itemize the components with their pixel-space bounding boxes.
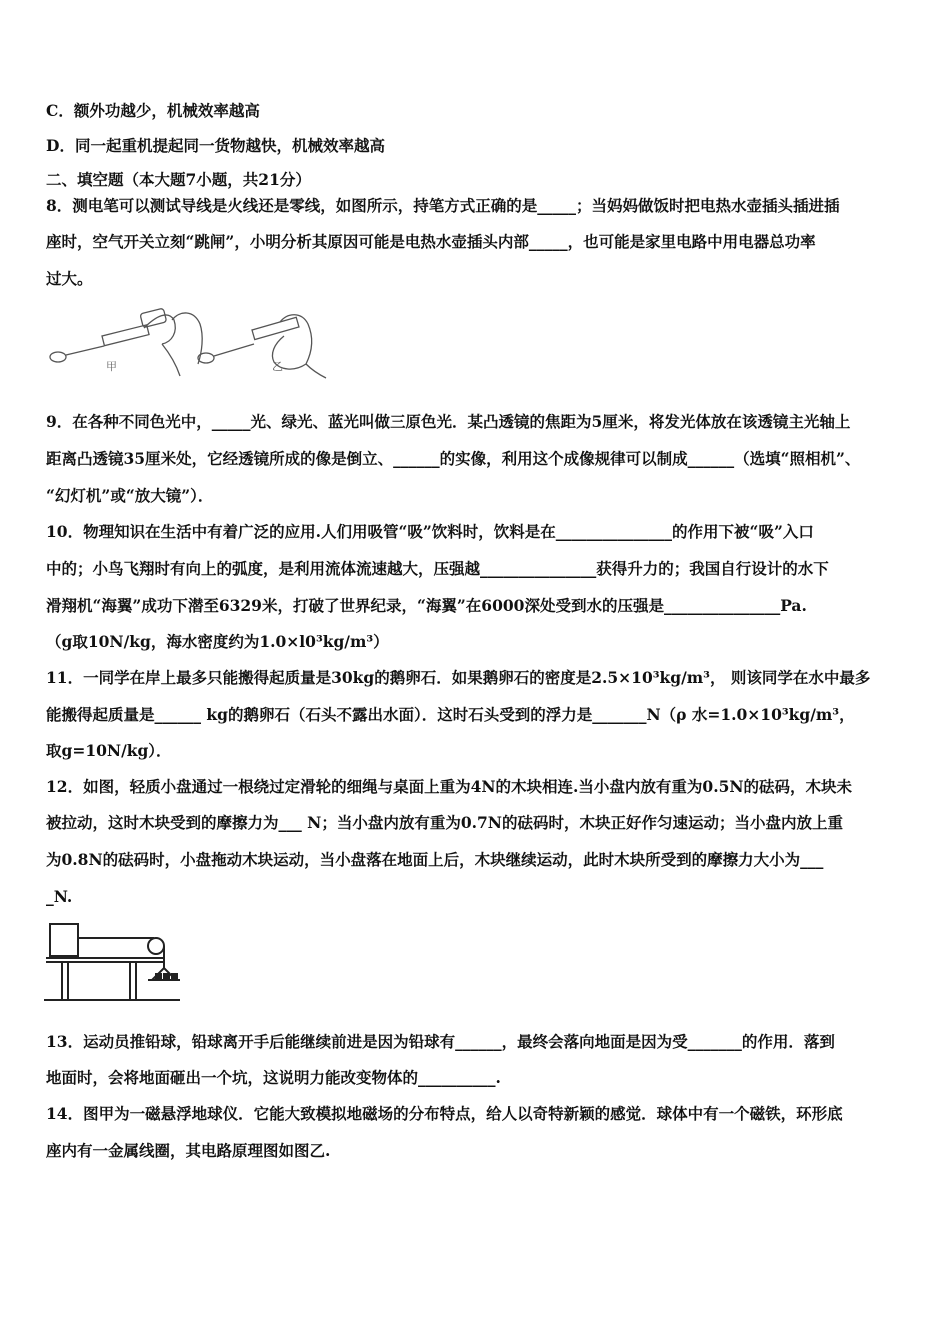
q13-line-1: 13．运动员推铅球，铅球离开手后能继续前进是因为铅球有______，最终会落向地面是因为受_______的作用．落到 xyxy=(46,1032,835,1051)
q12-line-3: 为0.8N的砝码时，小盘拖动木块运动，当小盘落在地面上后，木块继续运动，此时木块所受到的摩擦力大小为___ xyxy=(46,850,824,869)
line-option-c: C．额外功越少，机械效率越高 xyxy=(46,101,260,120)
line-option-d: D．同一起重机提起同一货物越快，机械效率越高 xyxy=(46,136,385,155)
q8-line-2: 座时，空气开关立刻“跳闸”，小明分析其原因可能是电热水壶插头内部_____，也可能是家里电路中用电器总功率 xyxy=(46,232,816,251)
test-pen-figure xyxy=(44,302,334,382)
q11-line-2: 能搬得起质量是______ kg的鹅卵石（石头不露出水面）．这时石头受到的浮力是_______N（ρ 水=1.0×10³kg/m³， xyxy=(46,705,855,724)
q13-line-2: 地面时，会将地面砸出一个坑，这说明力能改变物体的__________. xyxy=(46,1068,501,1087)
pen-left-label: 甲 xyxy=(106,360,117,373)
q8-line-3: 过大。 xyxy=(46,269,93,288)
q9-line-1: 9．在各种不同色光中，_____光、绿光、蓝光叫做三原色光．某凸透镜的焦距为5厘米，将发光体放在该透镜主光轴上 xyxy=(46,412,851,431)
q14-line-2: 座内有一金属线圈，其电路原理图如图乙. xyxy=(46,1141,331,1160)
q10-line-2: 中的；小鸟飞翔时有向上的弧度，是利用流体流速越大，压强越_______________获得升力的；我国自行设计的水下 xyxy=(46,559,829,578)
q11-line-3: 取g=10N/kg）． xyxy=(46,741,172,760)
pulley-table-figure xyxy=(44,918,184,1006)
q14-line-1: 14．图甲为一磁悬浮地球仪．它能大致模拟地磁场的分布特点，给人以奇特新颖的感觉．球体中有一个磁铁，环形底 xyxy=(46,1104,843,1123)
q12-line-4: _N. xyxy=(46,887,73,906)
q10-line-4: （g取10N/kg，海水密度约为1.0×l0³kg/m³） xyxy=(46,632,389,651)
q10-line-3: 滑翔机“海翼”成功下潜至6329米，打破了世界纪录，“海翼”在6000深处受到水的压强是_______________Pa. xyxy=(46,596,807,615)
section-heading: 二、填空题（本大题7小题，共21分） xyxy=(46,170,311,189)
q8-line-1: 8．测电笔可以测试导线是火线还是零线，如图所示，持笔方式正确的是_____；当妈妈做饭时把电热水壶插头插进插 xyxy=(46,196,840,215)
q10-line-1: 10．物理知识在生活中有着广泛的应用.人们用吸管“吸”饮料时，饮料是在_______________的作用下被“吸”入口 xyxy=(46,522,814,541)
q12-line-2: 被拉动，这时木块受到的摩擦力为___ N；当小盘内放有重为0.7N的砝码时，木块正好作匀速运动；当小盘内放上重 xyxy=(46,813,843,832)
q12-line-1: 12．如图，轻质小盘通过一根绕过定滑轮的细绳与桌面上重为4N的木块相连.当小盘内放有重为0.5N的砝码，木块未 xyxy=(46,777,853,796)
pen-right-label: 乙 xyxy=(272,360,283,373)
q11-line-1: 11．一同学在岸上最多只能搬得起质量是30kg的鹅卵石．如果鹅卵石的密度是2.5×10³kg/m³， 则该同学在水中最多 xyxy=(46,668,871,687)
q9-line-2: 距离凸透镜35厘米处，它经透镜所成的像是倒立、______的实像，利用这个成像规律可以制成______（选填“照相机”、 xyxy=(46,449,861,468)
q9-line-3: “幻灯机”或“放大镜”）． xyxy=(46,486,214,505)
